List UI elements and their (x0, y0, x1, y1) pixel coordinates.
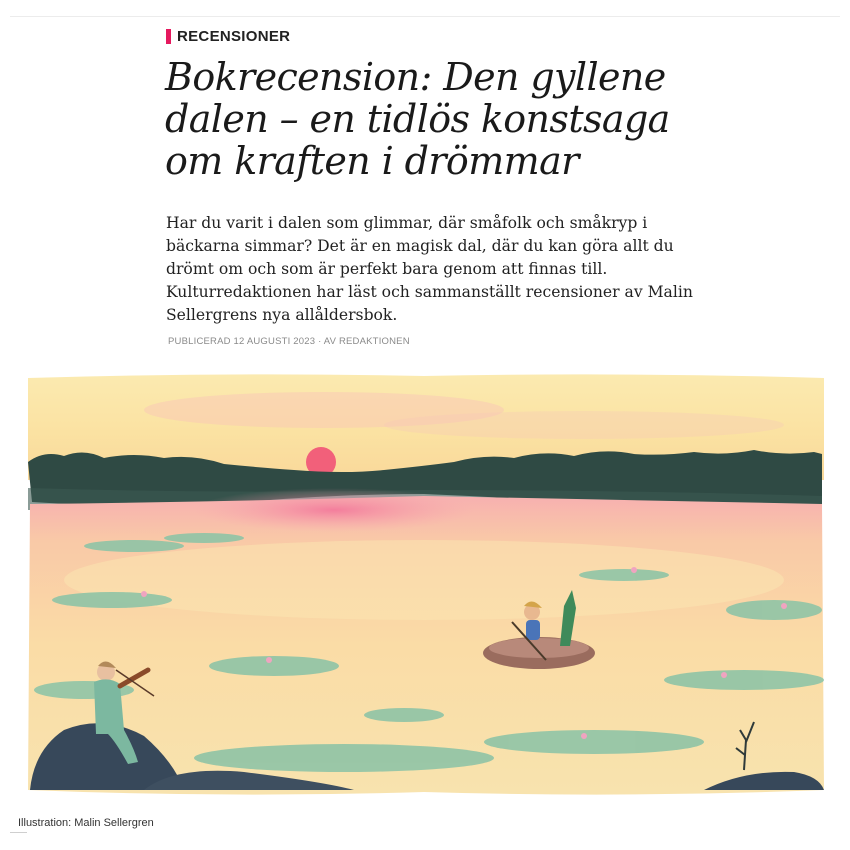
article-byline: PUBLICERAD 12 AUGUSTI 2023 · AV REDAKTIONEN (168, 336, 410, 347)
category-label[interactable] (166, 28, 290, 45)
category-accent-bar (166, 29, 171, 44)
illustration-caption: Illustration: Malin Sellergren (18, 817, 154, 829)
category-text: RECENSIONER (177, 28, 291, 45)
article-headline: Bokrecension: Den gyllene dalen – en tidlös konstsaga om kraften i drömmar (165, 55, 670, 183)
caption-divider (10, 832, 27, 833)
article-illustration (24, 370, 828, 802)
article-lede: Har du varit i dalen som glimmar, där småfolk och småkryp i bäckarna simmar? Det är en magisk dal, där du kan göra allt du drömt om och som är perfekt bara genom att finnas till. Kulturredaktionen har läst och sammanställt recensioner av Malin Sellergrens nya allåldersbok. (166, 214, 693, 324)
top-divider (10, 16, 840, 17)
